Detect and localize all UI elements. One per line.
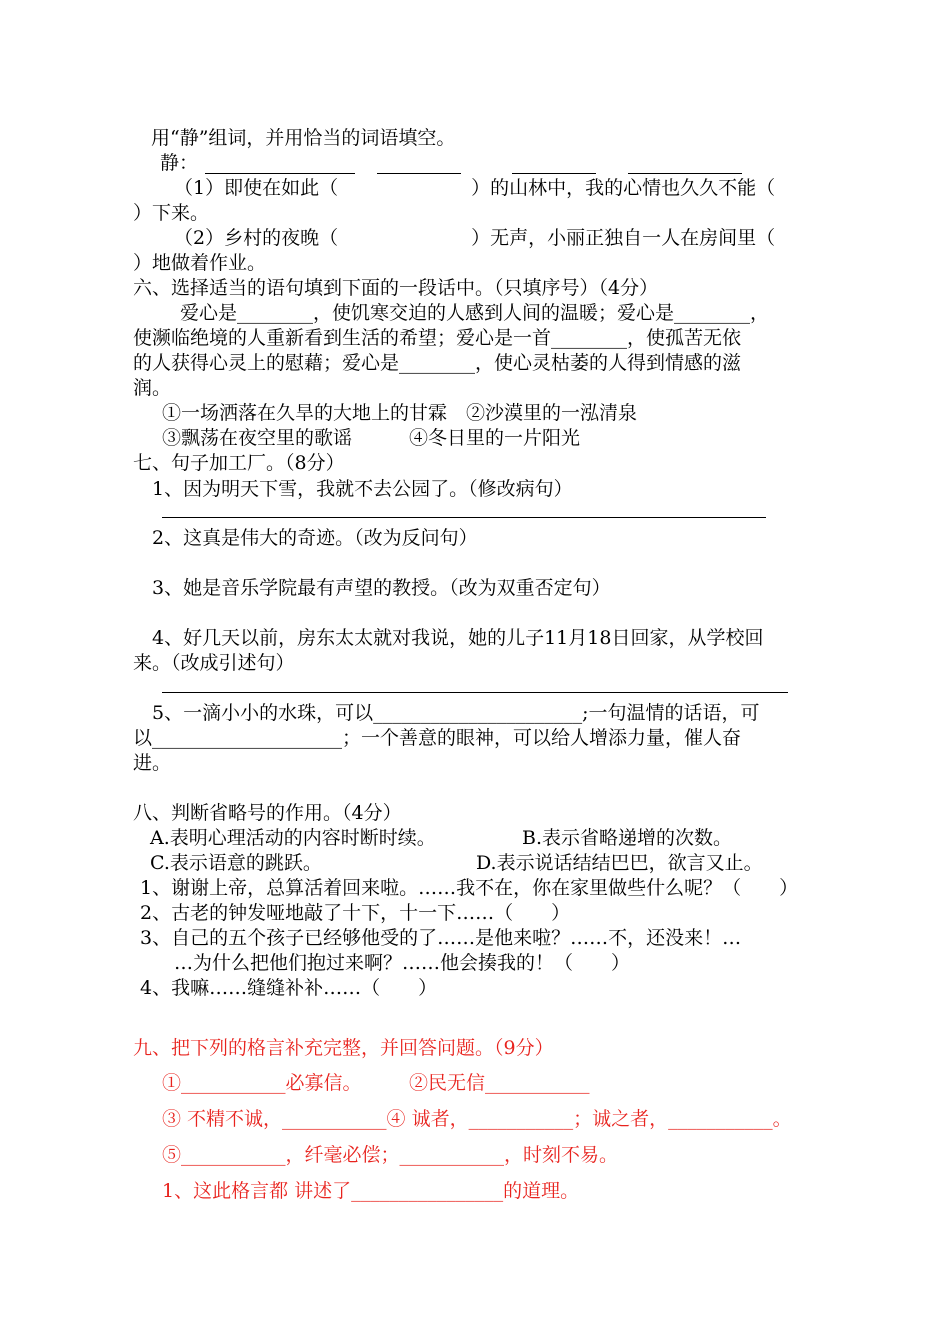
section7-q5-line3: 进。 [133, 752, 172, 774]
section8-q3-line2: …为什么把他们抱过来啊？……他会揍我的！（ ） [174, 952, 631, 974]
section7-q4-line2: 来。（改成引述句） [133, 652, 295, 674]
section6-options-1: ①一场洒落在久旱的大地上的甘霖 ②沙漠里的一泓清泉 [162, 402, 638, 424]
s5-q1-line2: ）下来。 [133, 202, 210, 224]
section6-title: 六、选择适当的语句填到下面的一段话中。（只填序号）（4分） [133, 277, 659, 299]
section7-q5-line1: 5、一滴小小的水珠，可以______________________;一句温情的话语，可 [152, 702, 760, 724]
section8-title: 八、判断省略号的作用。（4分） [133, 802, 402, 824]
blank-line[interactable] [377, 173, 461, 174]
section8-q4: 4、我嘛……缝缝补补……（ ） [140, 977, 438, 999]
blank-line[interactable] [205, 173, 355, 174]
section7-q1: 1、因为明天下雪，我就不去公园了。（修改病句） [152, 478, 573, 500]
section7-title: 七、句子加工厂。（8分） [133, 452, 345, 474]
blank-line[interactable] [628, 173, 742, 174]
answer-line[interactable] [162, 517, 766, 518]
section6-options-2: ③飘荡在夜空里的歌谣 ④冬日里的一片阳光 [162, 427, 581, 449]
section9-line1: ①___________必寡信。 ②民无信___________ [162, 1072, 590, 1094]
section7-q4-line1: 4、好几天以前，房东太太就对我说，她的儿子11月18日回家，从学校回 [152, 627, 764, 649]
section5-intro: 用“静”组词，并用恰当的词语填空。 [151, 127, 456, 149]
section6-para-line4: 润。 [133, 377, 172, 399]
section8-q2: 2、古老的钟发哑地敲了十下，十一下……（ ） [140, 902, 571, 924]
section8-q1: 1、谢谢上帝，总算活着回来啦。……我不在，你在家里做些什么呢？（ ） [140, 877, 799, 899]
section7-q3: 3、她是音乐学院最有声望的教授。（改为双重否定句） [152, 577, 611, 599]
section8-option-c: C.表示语意的跳跃。 [150, 852, 322, 874]
section6-para-line3: 的人获得心灵上的慰藉；爱心是________，使心灵枯萎的人得到情感的滋 [133, 352, 742, 374]
answer-line[interactable] [162, 692, 788, 693]
blank-line[interactable] [512, 173, 596, 174]
section6-para-line2: 使濒临绝境的人重新看到生活的希望；爱心是一首________，使孤苦无依 [133, 327, 742, 349]
section9-line3: ⑤___________，纤毫必偿；___________，时刻不易。 [162, 1144, 619, 1166]
section8-option-d: D.表示说话结结巴巴，欲言又止。 [476, 852, 763, 874]
s5-q1-line1: （1）即使在如此（ ）的山林中，我的心情也久久不能（ [174, 177, 776, 199]
section7-q2: 2、这真是伟大的奇迹。（改为反问句） [152, 527, 478, 549]
s5-q2-line2: ）地做着作业。 [133, 252, 267, 274]
section9-line2: ③ 不精不诚，___________④ 诚者，___________；诚之者，___________。 [162, 1108, 792, 1130]
section9-q1: 1、这此格言都 讲述了________________的道理。 [162, 1180, 580, 1202]
section8-option-b: B.表示省略递增的次数。 [522, 827, 733, 849]
section9-title: 九、把下列的格言补充完整，并回答问题。（9分） [133, 1037, 554, 1059]
section8-option-a: A.表明心理活动的内容时断时续。 [150, 827, 436, 849]
section8-q3-line1: 3、自己的五个孩子已经够他受的了……是他来啦？……不，还没来！… [140, 927, 742, 949]
jing-label: 静： [160, 152, 199, 174]
section6-para-line1: 爱心是________，使饥寒交迫的人感到人间的温暖；爱心是________， [180, 302, 770, 324]
section7-q5-line2: 以____________________；一个善意的眼神，可以给人增添力量，催人奋 [133, 727, 742, 749]
s5-q2-line1: （2）乡村的夜晚（ ）无声，小丽正独自一人在房间里（ [174, 227, 776, 249]
